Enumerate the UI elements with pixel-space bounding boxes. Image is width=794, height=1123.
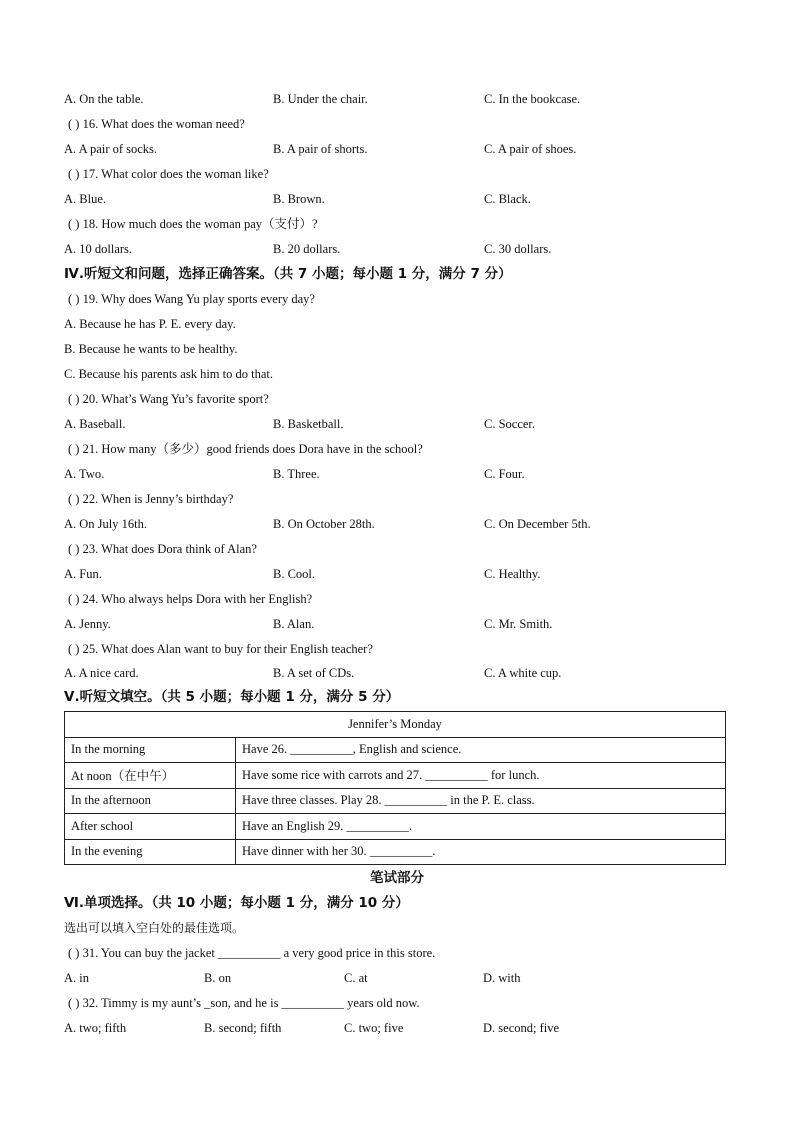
option-a: A. two; fifth <box>64 1021 127 1035</box>
table-row <box>65 814 726 840</box>
q19-option-b: B. Because he wants to be healthy. <box>64 342 238 356</box>
option-b: B. A pair of shorts. <box>273 142 368 156</box>
time-cell: In the afternoon <box>65 788 236 814</box>
activity-cell: Have an English 29. __________. <box>236 814 726 840</box>
table-row <box>65 737 726 763</box>
option-b: B. On October 28th. <box>273 517 375 531</box>
table-row <box>65 839 726 865</box>
q22-options <box>64 514 744 534</box>
table-title: Jennifer’s Monday <box>65 712 726 738</box>
option-b: B. second; fifth <box>204 1021 282 1035</box>
option-b: B. 20 dollars. <box>273 242 341 256</box>
option-d: D. with <box>483 971 521 985</box>
activity-cell: Have dinner with her 30. __________. <box>236 839 726 865</box>
option-c: C. Healthy. <box>484 567 541 581</box>
q20-options <box>64 414 744 434</box>
q32-options <box>64 1018 744 1038</box>
written-part-title: 笔试部分 <box>370 870 424 886</box>
q25-options <box>64 663 744 683</box>
option-b: B. Basketball. <box>273 417 344 431</box>
option-c: C. two; five <box>344 1021 404 1035</box>
option-b: B. Cool. <box>273 567 316 581</box>
section-6-title: Ⅵ.单项选择。（共 10 小题；每小题 1 分，满分 10 分） <box>64 895 409 911</box>
question-25: ( ) 25. What does Alan want to buy for their English teacher? <box>68 642 373 656</box>
option-a: A. 10 dollars. <box>64 242 133 256</box>
question-22: ( ) 22. When is Jenny’s birthday? <box>68 492 234 506</box>
table-row <box>65 788 726 814</box>
option-a: A. On July 16th. <box>64 517 147 531</box>
q15-options <box>64 89 744 109</box>
activity-cell: Have 26. __________, English and science. <box>236 737 726 763</box>
option-c: C. Soccer. <box>484 417 536 431</box>
question-19: ( ) 19. Why does Wang Yu play sports every day? <box>68 292 315 306</box>
option-a: A. Jenny. <box>64 617 111 631</box>
option-b: B. Three. <box>273 467 320 481</box>
option-c: C. A white cup. <box>484 666 562 680</box>
question-16: ( ) 16. What does the woman need? <box>68 117 245 131</box>
q16-options <box>64 139 744 159</box>
option-b: B. Under the chair. <box>273 92 368 106</box>
q18-options <box>64 239 744 259</box>
option-a: A. Fun. <box>64 567 102 581</box>
option-c: C. at <box>344 971 368 985</box>
section-4-title: Ⅳ.听短文和问题，选择正确答案。（共 7 小题；每小题 1 分，满分 7 分） <box>64 266 512 282</box>
activity-cell: Have some rice with carrots and 27. __________ for lunch. <box>236 763 726 789</box>
option-a: A. A pair of socks. <box>64 142 158 156</box>
q31-options <box>64 968 744 988</box>
time-cell: At noon（在中午） <box>65 763 236 789</box>
option-c: C. In the bookcase. <box>484 92 581 106</box>
question-31: ( ) 31. You can buy the jacket __________ a very good price in this store. <box>68 946 436 960</box>
option-c: C. On December 5th. <box>484 517 591 531</box>
option-c: C. 30 dollars. <box>484 242 552 256</box>
q19-option-a: A. Because he has P. E. every day. <box>64 317 236 331</box>
option-b: B. Alan. <box>273 617 315 631</box>
activity-cell: Have three classes. Play 28. __________ in the P. E. class. <box>236 788 726 814</box>
question-21: ( ) 21. How many（多少）good friends does Dora have in the school? <box>68 442 423 456</box>
section-6-instruction: 选出可以填入空白处的最佳选项。 <box>64 921 245 935</box>
option-d: D. second; five <box>483 1021 560 1035</box>
option-c: C. Black. <box>484 192 531 206</box>
option-c: C. Mr. Smith. <box>484 617 553 631</box>
option-b: B. A set of CDs. <box>273 666 355 680</box>
time-cell: In the morning <box>65 737 236 763</box>
option-a: A. Two. <box>64 467 105 481</box>
q24-options <box>64 614 744 634</box>
question-17: ( ) 17. What color does the woman like? <box>68 167 269 181</box>
time-cell: In the evening <box>65 839 236 865</box>
q17-options <box>64 189 744 209</box>
question-18: ( ) 18. How much does the woman pay（支付）? <box>68 217 318 231</box>
q19-option-c: C. Because his parents ask him to do that. <box>64 367 273 381</box>
question-20: ( ) 20. What’s Wang Yu’s favorite sport? <box>68 392 269 406</box>
option-b: B. Brown. <box>273 192 325 206</box>
section-5-title: Ⅴ.听短文填空。（共 5 小题；每小题 1 分，满分 5 分） <box>64 689 400 705</box>
q21-options <box>64 464 744 484</box>
question-24: ( ) 24. Who always helps Dora with her English? <box>68 592 313 606</box>
question-23: ( ) 23. What does Dora think of Alan? <box>68 542 257 556</box>
option-a: A. Baseball. <box>64 417 126 431</box>
table-header-row <box>65 712 726 738</box>
question-32: ( ) 32. Timmy is my aunt’s _son, and he is __________ years old now. <box>68 996 420 1010</box>
table-row <box>65 763 726 789</box>
jennifer-monday-table <box>64 711 726 865</box>
option-b: B. on <box>204 971 232 985</box>
option-c: C. Four. <box>484 467 525 481</box>
time-cell: After school <box>65 814 236 840</box>
q23-options <box>64 564 744 584</box>
option-c: C. A pair of shoes. <box>484 142 577 156</box>
option-a: A. On the table. <box>64 92 144 106</box>
option-a: A. Blue. <box>64 192 107 206</box>
option-a: A. in <box>64 971 89 985</box>
option-a: A. A nice card. <box>64 666 139 680</box>
